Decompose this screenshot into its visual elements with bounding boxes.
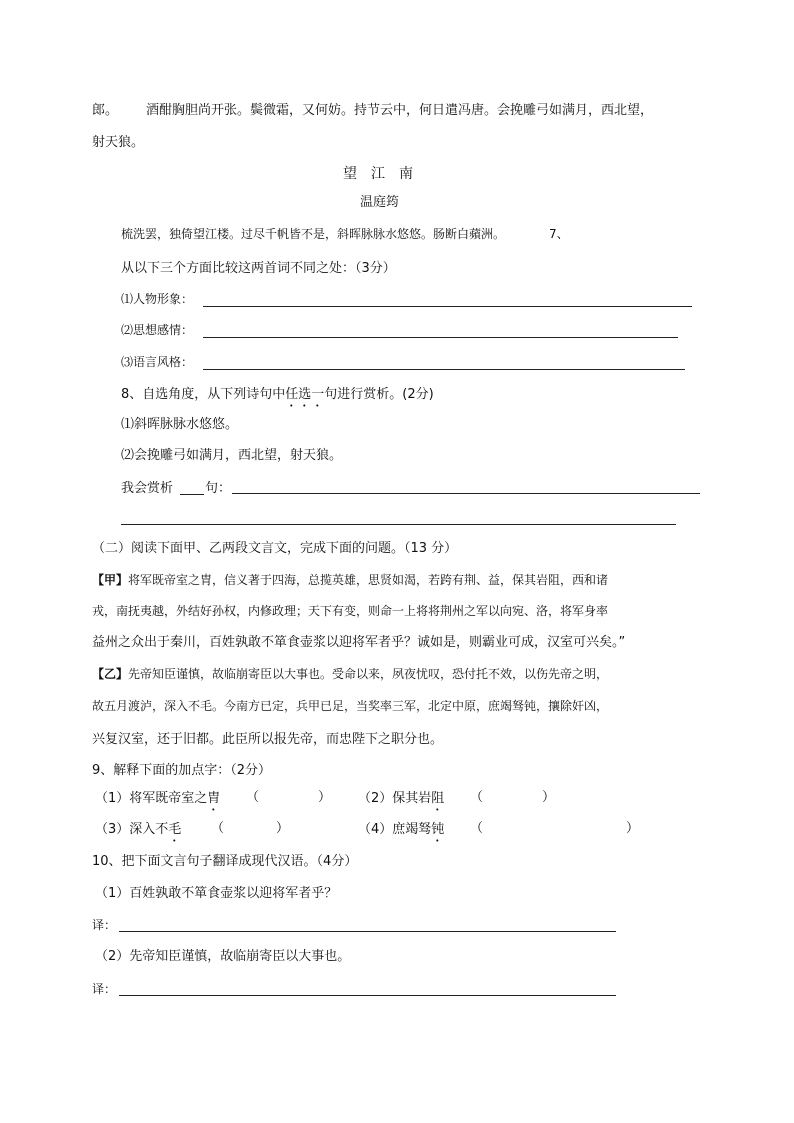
q10-translation-label-1: 译：	[92, 918, 117, 932]
q10-sentence-2: （2）先帝知臣谨慎，故临崩寄臣以大事也。	[95, 949, 351, 964]
poem2-author: 温庭筠	[360, 195, 400, 210]
q9-item-2-emph: 阻	[431, 791, 445, 806]
passage-yi-line-3: 兴复汉室，还于旧都。此臣所以报先帝，而忠陛下之职分也。	[92, 732, 444, 747]
q10-sentence-1: （1）百姓孰敢不箪食壶浆以迎将军者乎？	[95, 886, 338, 901]
poem1-line1-rest: 酒酣胸胆尚开张。鬓微霜，又何妨。持节云中，何日遣冯唐。会挽雕弓如满月，西北望，	[146, 103, 654, 118]
q7-answer-line-2[interactable]	[203, 337, 678, 338]
passage-yi-line-1	[92, 668, 608, 680]
q8-answer-line-2[interactable]	[121, 524, 676, 525]
q9-item-3	[95, 822, 181, 845]
q8-answer-label-b: 句：	[205, 481, 232, 496]
passage-jia-line-3: 益州之众出于秦川，百姓孰敢不箪食壶浆以迎将军者乎？诚如是，则霸业可成，汉室可兴矣。”	[92, 635, 626, 650]
q9-item-1-text: （1）将军既帝室之	[95, 791, 208, 806]
poem2-text: 梳洗罢，独倚望江楼。过尽千帆皆不是，斜晖脉脉水悠悠。肠断白蘋洲。	[121, 227, 506, 241]
q10-translation-line-1[interactable]	[119, 931, 616, 932]
q8-answer-line-1[interactable]	[232, 493, 700, 494]
question-10-prompt: 10、把下面文言句子翻译成现代汉语。（4分）	[92, 854, 358, 869]
q9-item-4-lparen: （	[470, 821, 484, 836]
passage-jia-text-1: 将军既帝室之胄，信义著于四海，总揽英雄，思贤如渴，若跨有荆、益，保其岩阻，西和诸	[128, 573, 609, 587]
question-7-prompt: 从以下三个方面比较这两首词不同之处：（3分）	[121, 261, 396, 276]
section-2-heading: （二）阅读下面甲、乙两段文言文，完成下面的问题。（13 分）	[92, 541, 458, 556]
q8-prompt-a: 8、自选角度，从下列诗句中	[121, 387, 286, 402]
q9-item-4-rparen: ）	[626, 821, 640, 836]
q9-item-1	[95, 791, 220, 814]
q7-answer-line-3[interactable]	[203, 369, 685, 370]
q7-item-character: ⑴人物形象：	[121, 292, 194, 306]
poem1-line1-start: 郎。	[92, 103, 119, 118]
q8-prompt-emphasis: 任选一	[285, 387, 325, 402]
q10-translation-label-2: 译：	[92, 982, 117, 996]
q8-answer-label: 我会赏析	[121, 481, 174, 496]
q8-option-1: ⑴斜晖脉脉水悠悠。	[121, 417, 239, 432]
q9-item-3-emph: 毛	[168, 822, 182, 837]
q9-item-2	[358, 791, 444, 814]
q9-item-2-lparen: （	[470, 790, 484, 805]
q9-item-1-emph: 胄	[207, 791, 221, 806]
q7-answer-line-1[interactable]	[203, 306, 692, 307]
q8-choice-blank[interactable]	[180, 494, 204, 495]
q9-item-4-emph: 钝	[431, 822, 445, 837]
q9-item-2-rparen: ）	[542, 790, 556, 805]
q9-item-1-rparen: ）	[318, 790, 332, 805]
passage-yi-label: 【乙】	[92, 667, 129, 681]
q8-prompt-b: 句进行赏析。(2分)	[324, 387, 434, 402]
poem2-title: 望江南	[343, 166, 427, 182]
q9-item-4	[358, 822, 444, 845]
passage-jia-line-1	[92, 574, 608, 586]
question-8-prompt	[121, 387, 434, 410]
q10-translation-line-2[interactable]	[119, 995, 616, 996]
q9-item-1-lparen: （	[246, 790, 260, 805]
passage-yi-line-2: 故五月渡泸，深入不毛。今南方已定，兵甲已足，当奖率三军，北定中原，庶竭驽钝，攘除奸凶，	[92, 699, 609, 713]
question-9-prompt: 9、解释下面的加点字：（2分）	[92, 763, 272, 778]
poem1-line2: 射天狼。	[92, 135, 145, 150]
q9-item-3-rparen: ）	[276, 821, 290, 836]
q9-item-3-lparen: （	[211, 821, 225, 836]
passage-jia-line-2: 戎，南抚夷越，外结好孙权，内修政理；天下有变，则命一上将将荆州之军以向宛、洛，将军身率	[92, 604, 609, 618]
q8-option-2: ⑵会挽雕弓如满月，西北望，射天狼。	[121, 448, 343, 463]
passage-jia-label: 【甲】	[92, 573, 129, 587]
q7-item-style: ⑶语言风格：	[121, 355, 194, 369]
q9-item-3-text: （3）深入不	[95, 822, 169, 837]
question-7-number: 7、	[549, 227, 569, 241]
q9-item-2-text: （2）保其岩	[358, 791, 432, 806]
passage-yi-text-1: 先帝知臣谨慎，故临崩寄臣以大事也。受命以来，夙夜忧叹，恐付托不效，以伤先帝之明，	[128, 667, 609, 681]
q7-item-emotion: ⑵思想感情：	[121, 323, 194, 337]
q9-item-4-text: （4）庶竭驽	[358, 822, 432, 837]
